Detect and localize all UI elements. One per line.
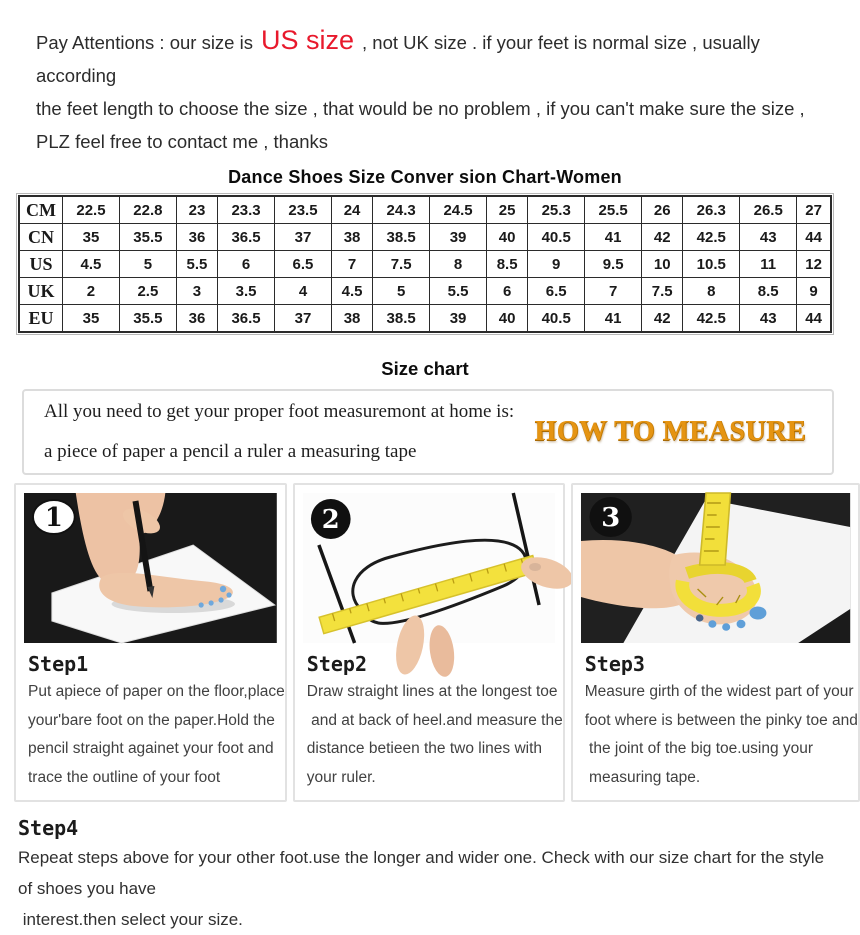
size-cell: 41 — [585, 224, 642, 251]
toenail-shape — [736, 620, 745, 628]
size-cell: 2.5 — [119, 278, 176, 305]
size-cell: 9 — [528, 251, 585, 278]
step1-title: Step1 — [28, 652, 89, 676]
conversion-chart-title: Dance Shoes Size Conver sion Chart-Women — [228, 167, 622, 187]
how-to-measure-title: HOW TO MEASURE — [534, 416, 806, 447]
size-cell: 8 — [430, 251, 487, 278]
size-cell: 5.5 — [176, 251, 217, 278]
size-cell: 35 — [63, 305, 120, 333]
toenail-shape — [199, 602, 204, 607]
step-instruction-line: Measure girth of the widest part of your — [584, 683, 854, 700]
size-cell: 7.5 — [373, 251, 430, 278]
size-cell: 6.5 — [528, 278, 585, 305]
measure-intro-line1: All you need to get your proper foot measuremont at home is: — [44, 401, 515, 422]
size-cell: 4.5 — [331, 278, 372, 305]
row-label: CM — [19, 196, 63, 224]
size-cell: 10 — [642, 251, 683, 278]
size-cell: 10.5 — [683, 251, 740, 278]
step4-line2: interest.then select your size. — [18, 910, 243, 929]
step4-line1: Repeat steps above for your other foot.use the longer and wider one. Check with our size chart for the style of shoes you have — [18, 848, 829, 898]
step3-instructions — [573, 678, 858, 792]
toenail-shape — [209, 600, 214, 605]
row-label: CN — [19, 224, 63, 251]
size-cell: 4 — [275, 278, 332, 305]
pay-attention-paragraph — [0, 0, 850, 158]
toenail-shape — [218, 597, 223, 602]
row-label: US — [19, 251, 63, 278]
size-cell: 42.5 — [683, 305, 740, 333]
size-cell: 38.5 — [373, 305, 430, 333]
step-instruction-line: foot where is between the pinky toe and — [584, 711, 858, 729]
size-cell: 8 — [683, 278, 740, 305]
size-cell: 8.5 — [740, 278, 797, 305]
size-cell: 4.5 — [63, 251, 120, 278]
us-size-highlight: US size — [260, 25, 354, 55]
size-cell: 7 — [331, 251, 372, 278]
step-instruction-line: measuring tape. — [584, 768, 701, 786]
size-cell: 22.5 — [63, 196, 120, 224]
size-cell: 24.3 — [373, 196, 430, 224]
step-cards-row — [14, 483, 858, 802]
size-chart-heading: Size chart — [381, 358, 469, 379]
step3-illustration — [581, 493, 850, 643]
step-instruction-line: Put apiece of paper on the floor,place — [28, 683, 285, 700]
step3-card — [571, 483, 860, 802]
size-cell: 5.5 — [430, 278, 487, 305]
size-cell: 40.5 — [528, 224, 585, 251]
step-instruction-line: distance betieen the two lines with — [306, 740, 543, 757]
size-cell: 44 — [797, 305, 831, 333]
size-cell: 9.5 — [585, 251, 642, 278]
step-instruction-line: your'bare foot on the paper.Hold the — [28, 711, 275, 729]
size-cell: 25.3 — [528, 196, 585, 224]
step2-number: 2 — [321, 504, 340, 536]
size-cell: 39 — [430, 305, 487, 333]
size-cell: 37 — [275, 305, 332, 333]
size-cell: 43 — [740, 224, 797, 251]
step-instruction-line: your ruler. — [306, 768, 376, 786]
step3-title: Step3 — [584, 652, 645, 676]
size-cell: 27 — [797, 196, 831, 224]
row-label: EU — [19, 305, 63, 333]
size-cell: 11 — [740, 251, 797, 278]
size-cell: 26 — [642, 196, 683, 224]
row-label: UK — [19, 278, 63, 305]
intro-text-prefix: Pay Attentions : our size is — [36, 32, 253, 53]
step2-illustration — [303, 493, 555, 643]
toenail-shape — [722, 623, 730, 631]
table-row — [19, 196, 831, 224]
measure-intro-line2: a piece of paper a pencil a ruler a measuring tape — [44, 441, 417, 462]
size-cell: 36 — [176, 224, 217, 251]
conversion-table-body — [19, 196, 831, 332]
size-cell: 41 — [585, 305, 642, 333]
step-instruction-line: Draw straight lines at the longest toe — [306, 683, 558, 700]
intro-text-line2: the feet length to choose the size , that would be no problem , if you can't make sure the size , — [36, 98, 805, 119]
conversion-table — [18, 195, 832, 333]
size-cell: 6 — [218, 251, 275, 278]
size-cell: 36 — [176, 305, 217, 333]
toenail-shape — [226, 592, 231, 597]
size-cell: 23 — [176, 196, 217, 224]
step4-section — [18, 816, 850, 935]
size-cell: 7.5 — [642, 278, 683, 305]
size-cell: 3 — [176, 278, 217, 305]
size-cell: 24 — [331, 196, 372, 224]
size-cell: 36.5 — [218, 305, 275, 333]
table-row — [19, 278, 831, 305]
toenail-shape — [696, 614, 704, 621]
size-cell: 6.5 — [275, 251, 332, 278]
table-row — [19, 305, 831, 333]
size-cell: 38 — [331, 224, 372, 251]
step3-number: 3 — [600, 502, 620, 533]
size-cell: 35 — [63, 224, 120, 251]
step1-number: 1 — [44, 502, 63, 534]
size-cell: 38 — [331, 305, 372, 333]
size-cell: 2 — [63, 278, 120, 305]
size-cell: 9 — [797, 278, 831, 305]
big-toenail-shape — [749, 607, 766, 620]
step1-card — [14, 483, 287, 802]
size-cell: 5 — [119, 251, 176, 278]
measure-intro-box — [22, 389, 834, 475]
size-cell: 25 — [487, 196, 528, 224]
size-cell: 40.5 — [528, 305, 585, 333]
size-cell: 23.3 — [218, 196, 275, 224]
table-row — [19, 224, 831, 251]
size-cell: 43 — [740, 305, 797, 333]
step4-title: Step4 — [18, 816, 79, 840]
step-instruction-line: the joint of the big toe.using your — [584, 740, 814, 757]
size-cell: 26.3 — [683, 196, 740, 224]
intro-text-suffix: , not UK size . if your feet is normal size , usually according — [36, 32, 766, 86]
size-cell: 23.5 — [275, 196, 332, 224]
size-cell: 42.5 — [683, 224, 740, 251]
size-cell: 40 — [487, 305, 528, 333]
size-cell: 36.5 — [218, 224, 275, 251]
size-cell: 12 — [797, 251, 831, 278]
size-cell: 38.5 — [373, 224, 430, 251]
step-instruction-line: trace the outline of your foot — [28, 768, 221, 786]
step1-instructions — [16, 678, 285, 792]
step2-instructions — [295, 678, 563, 792]
measure-intro-text — [44, 392, 534, 472]
intro-text-line3: PLZ feel free to contact me , thanks — [36, 131, 329, 152]
size-cell: 39 — [430, 224, 487, 251]
toenail-shape — [220, 586, 226, 592]
size-cell: 40 — [487, 224, 528, 251]
size-cell: 7 — [585, 278, 642, 305]
step4-instructions — [18, 842, 850, 935]
size-cell: 5 — [373, 278, 430, 305]
size-cell: 22.8 — [119, 196, 176, 224]
size-cell: 24.5 — [430, 196, 487, 224]
step2-title: Step2 — [306, 652, 368, 676]
size-cell: 6 — [487, 278, 528, 305]
table-row — [19, 251, 831, 278]
size-cell: 35.5 — [119, 224, 176, 251]
size-cell: 42 — [642, 224, 683, 251]
step1-illustration — [24, 493, 277, 643]
size-cell: 8.5 — [487, 251, 528, 278]
fingernail-shape — [529, 563, 541, 571]
step-instruction-line: pencil straight againet your foot and — [28, 740, 274, 757]
step-instruction-line: and at back of heel.and measure the — [306, 711, 563, 729]
step2-card — [293, 483, 565, 802]
size-cell: 26.5 — [740, 196, 797, 224]
size-cell: 44 — [797, 224, 831, 251]
toenail-shape — [708, 620, 716, 628]
size-cell: 3.5 — [218, 278, 275, 305]
measuring-tape-strip-shape — [699, 493, 730, 565]
size-cell: 35.5 — [119, 305, 176, 333]
size-cell: 37 — [275, 224, 332, 251]
size-cell: 42 — [642, 305, 683, 333]
size-cell: 25.5 — [585, 196, 642, 224]
